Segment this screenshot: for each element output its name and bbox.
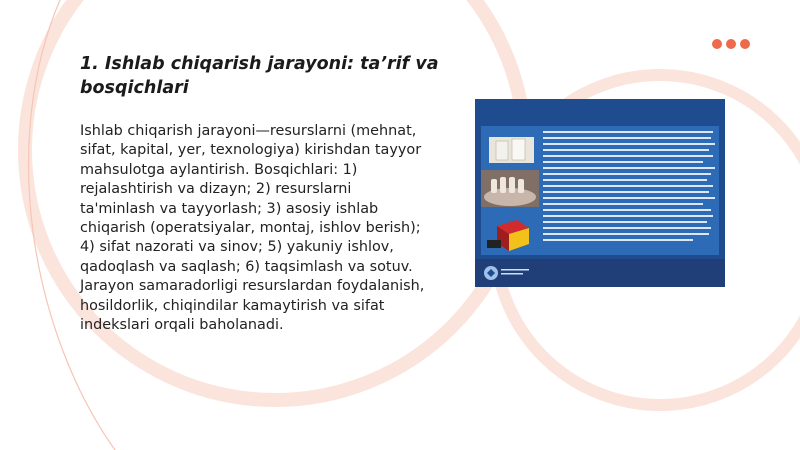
dot: [740, 39, 750, 49]
cube-icon: [485, 216, 533, 254]
logo-icon: [483, 265, 499, 281]
slide-thumbnail: [475, 99, 725, 287]
yarn-spools-image: [489, 137, 534, 163]
dots-icon: [712, 39, 750, 49]
dot: [726, 39, 736, 49]
body-paragraph: Ishlab chiqarish jarayoni—resurslarni (mehnat, sifat, kapital, yer, texnologiya) kirishdan tayyor mahsulotga aylantirish. Bosqichlari: 1) rejalashtirish va dizayn; 2) resurslarni ta'minlash va tayyorlash; 3) asosiy ishlab chiqarish (operatsiyalar, montaj, ishlov berish); 4) sifat nazorati va sinov; 5) yakuniy ishlov, qadoqlash va saqlash; 6) taqsimlash va sotuv. Jarayon samaradorligi resurslardan foydalanish, hosildorlik, chiqindilar kamaytirish va sifat indekslari orqali baholanadi.: [80, 123, 425, 334]
slide-paragraph: [543, 129, 719, 257]
teeth-model-image: [481, 170, 539, 207]
page-title: 1. Ishlab chiqarish jarayoni: ta’rif va bosqichlari: [80, 54, 439, 98]
logo-text-lines: [501, 269, 531, 277]
slide-text-lines: [543, 129, 719, 255]
dot: [712, 39, 722, 49]
